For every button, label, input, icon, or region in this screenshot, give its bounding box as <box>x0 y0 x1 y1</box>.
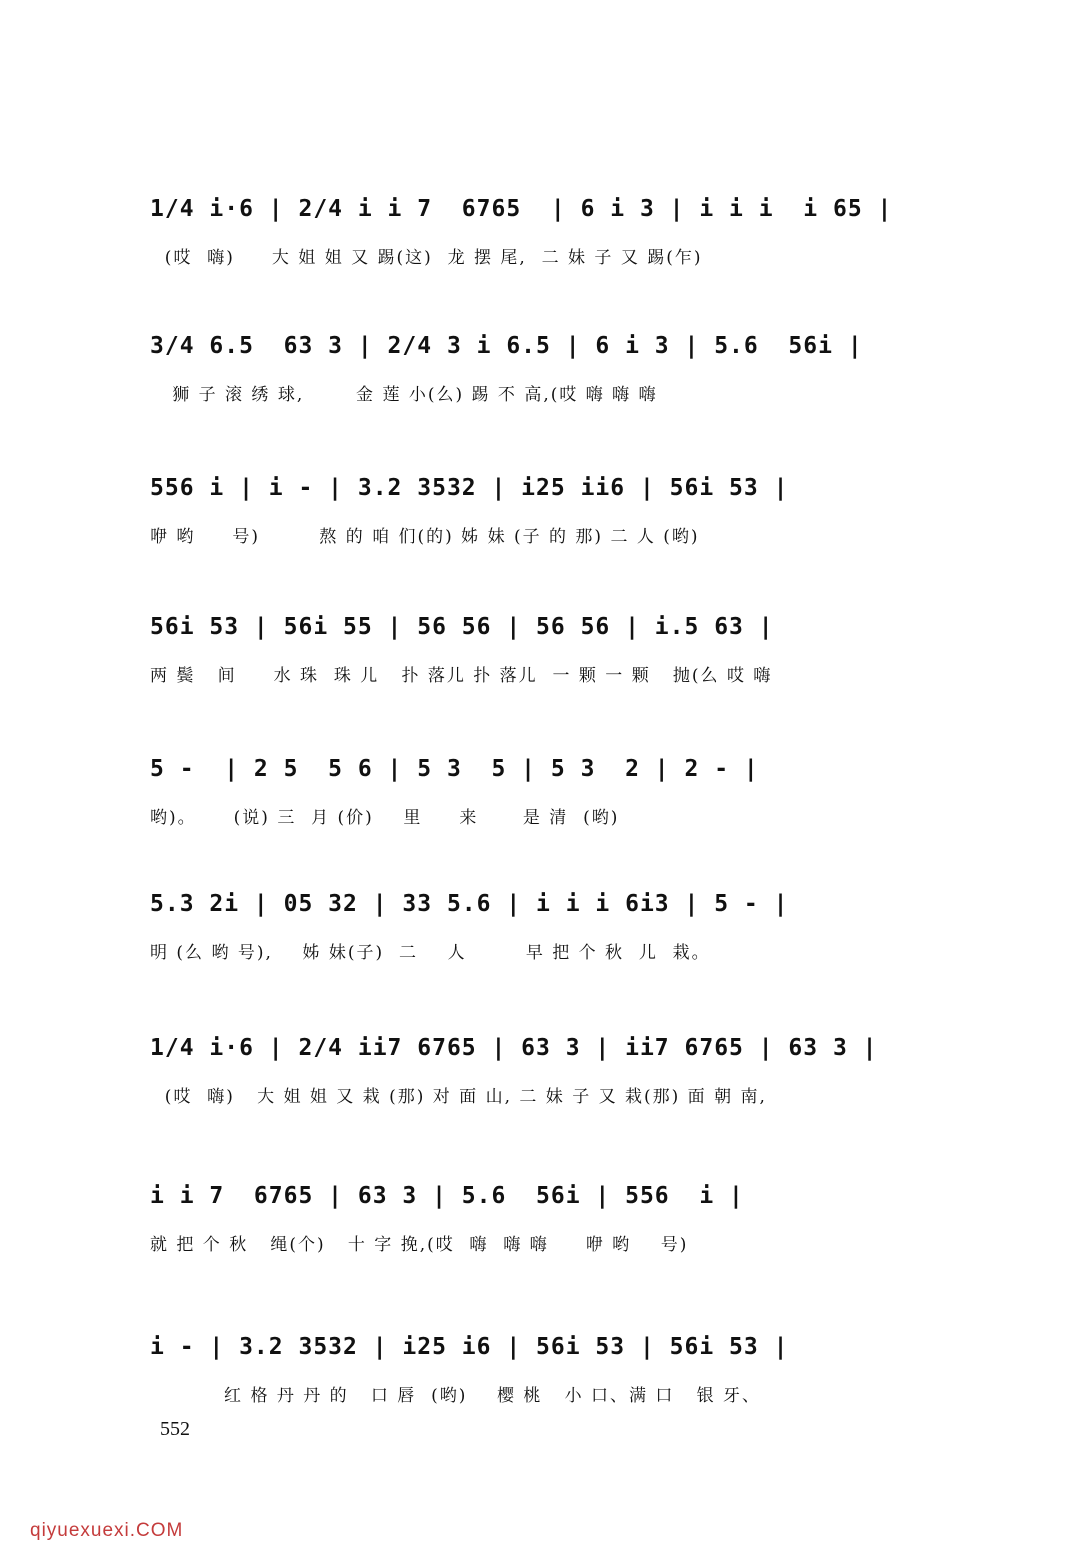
score-line-2 <box>150 325 945 415</box>
lyrics-row: 两 鬓 间 水 珠 珠 儿 扑 落儿 扑 落儿 一 颗 一 颗 抛(么 哎 嗨 <box>150 666 773 686</box>
lyrics-row: 就 把 个 秋 绳(个) 十 字 挽,(哎 嗨 嗨 嗨 咿 哟 号) <box>150 1235 689 1255</box>
notation-row: 5 - | 2 5 5 6 | 5 3 5 | 5 3 2 | 2 - | <box>150 756 759 782</box>
notation-row: 556 i | i - | 3.2 3532 | i25 ii6 | 56i 53 | <box>150 475 789 501</box>
lyrics-row: 咿 哟 号) 熬 的 咱 们(的) 姊 妹 (子 的 那) 二 人 (哟) <box>150 527 700 547</box>
lyrics-row: 红 格 丹 丹 的 口 唇 (哟) 樱 桃 小 口、满 口 银 牙、 <box>150 1386 761 1406</box>
lyrics-row: (哎 嗨) 大 姐 姐 又 踢(这) 龙 摆 尾, 二 妹 子 又 踢(乍) <box>150 248 703 268</box>
lyrics-row: 哟)。 (说) 三 月 (价) 里 来 是 清 (哟) <box>150 808 620 828</box>
score-line-3 <box>150 467 945 557</box>
site-watermark: qiyuexuexi.COM <box>30 1520 184 1541</box>
score-line-4 <box>150 606 945 696</box>
score-line-6 <box>150 883 945 973</box>
score-line-8 <box>150 1175 945 1265</box>
notation-row: 5.3 2i | 05 32 | 33 5.6 | i i i 6i3 | 5 - | <box>150 891 789 917</box>
notation-row: i - | 3.2 3532 | i25 i6 | 56i 53 | 56i 53 | <box>150 1334 789 1360</box>
score-line-5 <box>150 748 945 838</box>
lyrics-row: (哎 嗨) 大 姐 姐 又 栽 (那) 对 面 山, 二 妹 子 又 栽(那) 面 朝 南, <box>150 1087 767 1107</box>
notation-row: 56i 53 | 56i 55 | 56 56 | 56 56 | i.5 63 | <box>150 614 774 640</box>
lyrics-row: 狮 子 滚 绣 球, 金 莲 小(么) 踢 不 高,(哎 嗨 嗨 嗨 <box>150 385 658 405</box>
notation-row: i i 7 6765 | 63 3 | 5.6 56i | 556 i | <box>150 1183 744 1209</box>
notation-row: 1/4 i·6 | 2/4 ii7 6765 | 63 3 | ii7 6765 | 63 3 | <box>150 1035 878 1061</box>
lyrics-row: 明 (么 哟 号), 姊 妹(子) 二 人 早 把 个 秋 儿 栽。 <box>150 943 711 963</box>
notation-row: 1/4 i·6 | 2/4 i i 7 6765 | 6 i 3 | i i i i 65 | <box>150 196 893 222</box>
score-line-9 <box>150 1326 945 1416</box>
notation-row: 3/4 6.5 63 3 | 2/4 3 i 6.5 | 6 i 3 | 5.6 56i | <box>150 333 863 359</box>
page-number: 552 <box>160 1418 190 1440</box>
score-line-7 <box>150 1027 945 1117</box>
score-line-1 <box>150 188 945 278</box>
